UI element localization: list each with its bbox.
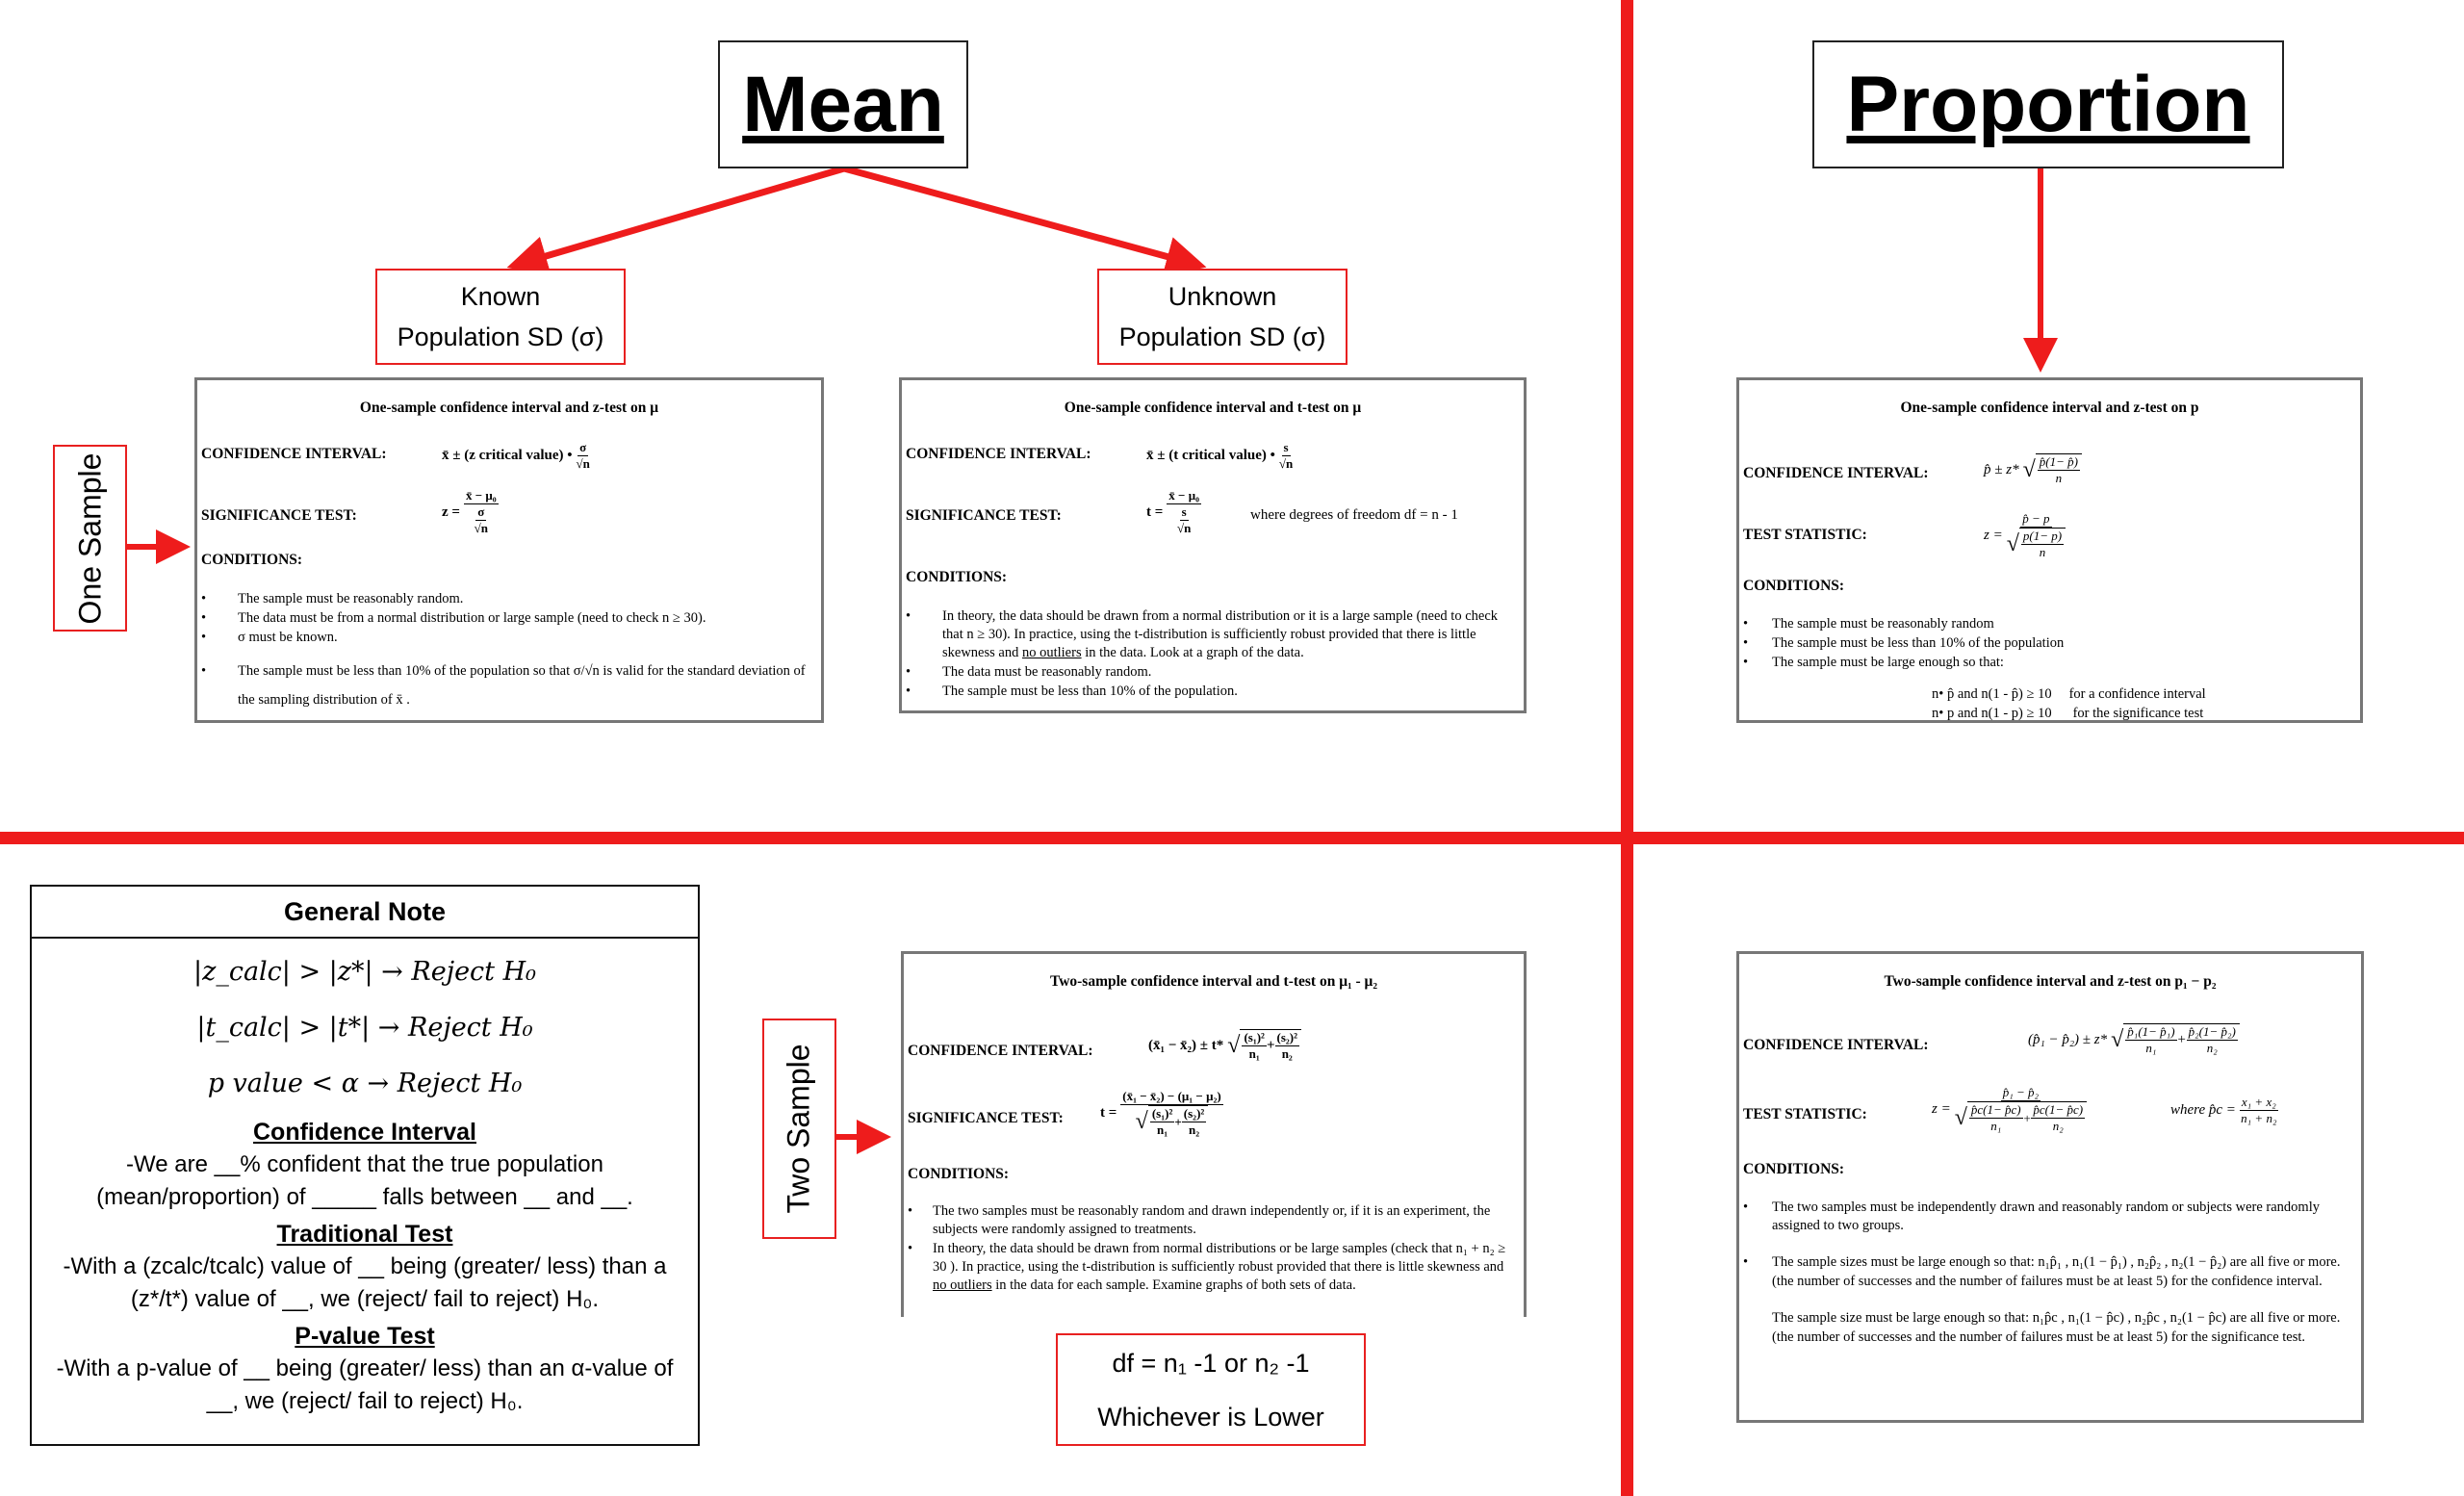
test-formula: z = p̂₁ − p̂₂ √ $\frac{p̂c(1- p̂c)}{\text{n₁}}$ + $\frac{p̂c(1- p̂c)}{\text{n₂}}$	[1932, 1085, 2087, 1134]
mean-header: Mean	[718, 40, 968, 168]
conditions-label: CONDITIONS:	[906, 569, 1008, 585]
ci-label: CONFIDENCE INTERVAL:	[1743, 1037, 1929, 1053]
test-label: TEST STATISTIC:	[1743, 1106, 1867, 1122]
general-note-title: General Note	[32, 887, 698, 939]
card-title: Two-sample confidence interval and t-test on μ₁ - μ₂	[1050, 973, 1377, 990]
card-one-sample-t-mean	[899, 377, 1527, 713]
conditions-label: CONDITIONS:	[201, 552, 303, 568]
df-note: where degrees of freedom df = n - 1	[1250, 507, 1458, 523]
condition: • The sample sizes must be large enough so that: n₁p̂₁ , n₁(1 − p̂₁) , n₂p̂₂ , n₂(1 − p̂₂) are all five or more. (the number of successes and the number of failures must be at least 5) for the confidence interval.	[1743, 1252, 2353, 1291]
arrow-to-known	[520, 168, 844, 264]
ci-text: -We are __% confident that the true population (mean/proportion) of _____ falls between __ and __.	[96, 1151, 633, 1210]
conditions-label: CONDITIONS:	[908, 1166, 1010, 1182]
condition: • The sample must be less than 10% of the population so that σ/√n is valid for the standard deviation of the sampling distribution of x̄ .	[201, 657, 813, 714]
condition: The sample size must be large enough so that: n₁p̂c , n₁(1 − p̂c) , n₂p̂c , n₂(1 − p̂c) are all five or more. (the number of successes and the number of failures must be at least 5) for the significance test.	[1772, 1310, 2341, 1345]
condition: • The data must be reasonably random.	[906, 663, 1516, 682]
card-two-sample-t-mean	[901, 951, 1527, 1317]
test-label: SIGNIFICANCE TEST:	[906, 507, 1062, 524]
condition: • σ must be known.	[201, 629, 813, 647]
ci-formula: (p̂₁ − p̂₂) ± z* √ $\frac{\text{p̂₁(1− p̂₁)}}{\text{n₁}}$ + $\frac{\text{p̂₂(1− p̂₂)}}{\text{n₂}}$	[2028, 1023, 2240, 1056]
card-title: One-sample confidence interval and z-test on p	[1900, 400, 2199, 416]
test-formula: z = $\frac{\text{x̄ − μ₀}}{\frac{\sigma}{√n}}$	[442, 488, 497, 535]
conditions-label: CONDITIONS:	[1743, 578, 1845, 594]
rule-ci: n• p̂ and n(1 - p̂) ≥ 10 for a confidence interval	[1932, 686, 2206, 702]
condition: • The sample must be less than 10% of the population.	[906, 683, 1516, 701]
conditions-label: CONDITIONS:	[1743, 1161, 1845, 1177]
traditional-text: -With a (zcalc/tcalc) value of __ being (greater/ less) than a (z*/t*) value of __, we (reject/ fail to reject) H₀.	[63, 1253, 667, 1312]
ci-label: CONFIDENCE INTERVAL:	[908, 1043, 1093, 1059]
condition: • The data must be from a normal distribution or large sample (need to check n ≥ 30).	[201, 609, 813, 628]
condition: • The two samples must be independently drawn and reasonably random or subjects were randomly assigned to two groups.	[1743, 1199, 2353, 1235]
test-label: SIGNIFICANCE TEST:	[908, 1110, 1064, 1126]
pooled-formula: where p̂c = $\frac{\text{x₁ + x₂}}{\text{n₁ + n₂}}$	[2170, 1095, 2277, 1125]
conditions-list	[1743, 615, 2352, 672]
card-title: One-sample confidence interval and t-test on μ	[1064, 400, 1362, 416]
condition: • In theory, the data should be drawn from normal distributions or be large samples (check that n₁ + n₂ ≥ 30 ). In practice, using the t-distribution is sufficiently robust provided that there is little skewness and no outliers in the data for each sample. Examine graphs of both sets of data.	[908, 1240, 1516, 1295]
ci-label: CONFIDENCE INTERVAL:	[906, 446, 1091, 462]
conditions-list	[201, 590, 813, 714]
unknown-sub: Population SD (σ)	[1118, 322, 1326, 351]
proportion-header: Proportion	[1812, 40, 2284, 168]
condition: • The two samples must be reasonably random and drawn independently or, if it is an experiment, the subjects were randomly assigned to treatments.	[908, 1202, 1516, 1239]
test-formula: t = $\frac{\text{x̄ − μ₀}}{\frac{s}{√n}}$	[1146, 488, 1199, 535]
ci-label: CONFIDENCE INTERVAL:	[1743, 465, 1929, 481]
condition: • In theory, the data should be drawn from a normal distribution or it is a large sample (need to check that n ≥ 30). In practice, using the t-distribution is sufficiently robust provided that there is little skewness and no outliers in the data. Look at a graph of the data.	[906, 607, 1516, 662]
known-label: Known	[460, 282, 541, 311]
one-sample-text: One Sample	[72, 452, 107, 624]
test-label: SIGNIFICANCE TEST:	[201, 507, 357, 524]
df-note: Whichever is Lower	[1097, 1402, 1324, 1432]
unknown-label: Unknown	[1168, 282, 1277, 311]
known-sd-box	[375, 269, 626, 365]
one-sample-label	[53, 445, 127, 632]
condition: • The sample must be reasonably random	[1743, 615, 2352, 633]
ci-formula: x̄ ± (z critical value) • $\frac{\sigma}{√n}$	[442, 440, 590, 471]
arrow-to-unknown	[844, 168, 1194, 264]
card-one-sample-z-mean	[194, 377, 824, 723]
ci-heading: Confidence Interval	[253, 1119, 476, 1146]
ci-formula: p̂ ± z* √ $\frac{p̂(1- p̂)}{n}$	[1984, 453, 2082, 486]
ci-label: CONFIDENCE INTERVAL:	[201, 446, 387, 462]
condition: • The sample must be large enough so that:	[1743, 654, 2352, 672]
df-rule: df = n₁ -1 or n₂ -1	[1112, 1348, 1310, 1378]
rule-test: n• p and n(1 - p) ≥ 10 for the significance test	[1932, 706, 2204, 721]
condition: • The sample must be reasonably random.	[201, 590, 813, 608]
test-formula: t = (x̄₁ − x̄₂) − (μ₁ − μ₂) √ $\frac{\text{(s₁)²}}{\text{n₁}}$ + $\frac{\text{(s₂)²}}{\text{n₂}}$	[1100, 1089, 1221, 1137]
ci-formula: x̄ ± (t critical value) • $\frac{s}{√n}$	[1146, 440, 1294, 471]
card-title: One-sample confidence interval and z-test on μ	[359, 400, 659, 416]
rule-t: |t_calc| > |t*| → Reject H₀	[196, 1013, 533, 1043]
rule-z: |z_calc| > |z*| → Reject H₀	[193, 957, 536, 987]
pvalue-text: -With a p-value of __ being (greater/ less) than an α-value of __, we (reject/ fail to reject) H₀.	[56, 1355, 674, 1414]
condition: • The sample must be less than 10% of the population	[1743, 634, 2352, 653]
test-formula: z = p̂ − p √ $\frac{p(1- p)}{n}$	[1984, 511, 2066, 560]
card-two-sample-z-proportion	[1736, 951, 2364, 1423]
df-box	[1056, 1333, 1366, 1446]
rule-p: p value < α → Reject H₀	[207, 1069, 523, 1098]
unknown-sd-box	[1097, 269, 1348, 365]
card-one-sample-z-proportion	[1736, 377, 2363, 723]
conditions-list	[906, 607, 1516, 701]
card-title: Two-sample confidence interval and z-test on p₁ − p₂	[1884, 973, 2217, 990]
ci-formula: (x̄₁ − x̄₂) ± t* √ $\frac{\text{(s₁)²}}{\text{n₁}}$ + $\frac{\text{(s₂)²}}{\text{n₂}}$	[1148, 1029, 1301, 1062]
general-note	[30, 885, 700, 1446]
test-label: TEST STATISTIC:	[1743, 527, 1867, 543]
known-sub: Population SD (σ)	[397, 322, 604, 351]
conditions-list	[908, 1202, 1516, 1295]
pvalue-heading: P-value Test	[295, 1323, 435, 1350]
conditions-list	[1743, 1199, 2353, 1347]
traditional-heading: Traditional Test	[276, 1221, 453, 1248]
two-sample-label	[762, 1019, 836, 1239]
two-sample-text: Two Sample	[782, 1044, 817, 1214]
